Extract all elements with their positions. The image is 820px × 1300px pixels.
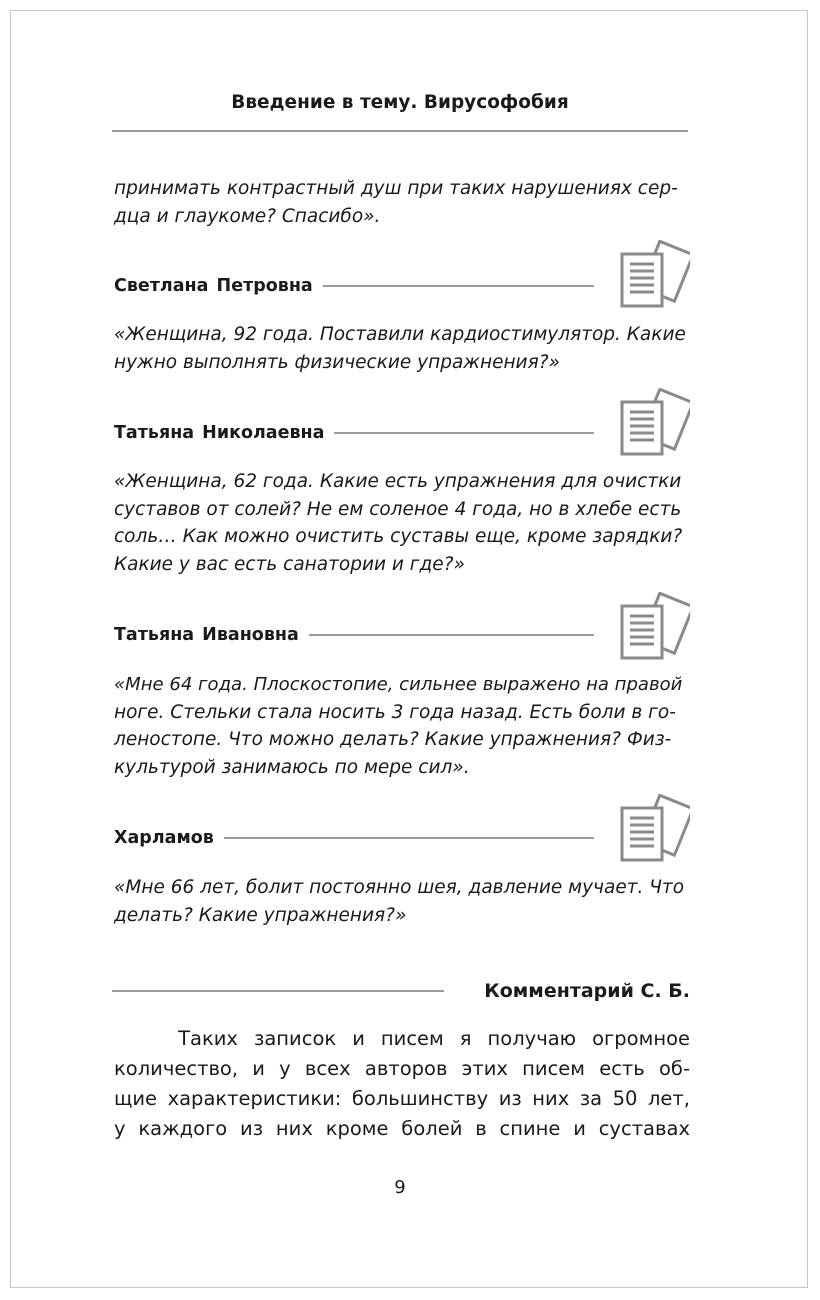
text-line: «Женщина, 62 года. Какие есть упражнения для очистки (114, 471, 682, 492)
text-line: принимать контрастный душ при таких нарушениях сер- (114, 178, 678, 199)
author-name: Светлана Петровна (114, 276, 313, 296)
letter-author-row (114, 623, 594, 647)
author-rule (309, 634, 594, 636)
text-line: Какие у вас есть санатории и где?» (114, 553, 465, 575)
letter-author-row (114, 421, 594, 445)
comment-title: Комментарий С. Б. (484, 980, 690, 1002)
text-line: нужно выполнять физические упражнения?» (114, 351, 560, 373)
letter-text (114, 468, 692, 578)
author-rule (334, 432, 594, 434)
comment-rule (112, 990, 444, 992)
letter-text (114, 874, 692, 929)
text-line: «Мне 64 года. Плоскостопие, сильнее выражено на правой (114, 674, 683, 695)
page-number: 9 (394, 1177, 406, 1198)
author-rule (224, 837, 594, 839)
author-name: Харламов (114, 828, 214, 848)
letter-text (114, 321, 692, 376)
text-line: «Женщина, 92 года. Поставили кардиостимулятор. Какие (114, 324, 686, 345)
documents-icon (618, 388, 690, 460)
author-rule (323, 285, 594, 287)
text-line: щие характеристики: большинству из них за 50 лет, (114, 1087, 690, 1110)
text-line: Таких записок и писем я получаю огромное (114, 1027, 690, 1050)
intro-text (114, 175, 692, 230)
text-line: соль… Как можно очистить суставы еще, кроме зарядки? (114, 526, 683, 547)
text-line: культурой занимаюсь по мере сил». (114, 756, 470, 778)
documents-icon (618, 240, 690, 312)
letter-author-row (114, 826, 594, 850)
comment-heading-row (112, 976, 690, 1006)
letter-text (114, 671, 692, 781)
letter-author-row (114, 274, 594, 298)
text-line: у каждого из них кроме болей в спине и суставах (114, 1117, 690, 1140)
running-header: Введение в тему. Вирусофобия (231, 92, 569, 113)
text-line: ноге. Стельки стала носить 3 года назад. Есть боли в го- (114, 701, 676, 723)
author-name: Татьяна Ивановна (114, 625, 299, 645)
documents-icon (618, 794, 690, 866)
text-line: леностопе. Что можно делать? Какие упражнения? Физ- (114, 729, 672, 750)
header-rule (112, 130, 688, 132)
comment-body (114, 1024, 690, 1144)
text-line: дца и глаукоме? Спасибо». (114, 205, 381, 227)
text-line: делать? Какие упражнения?» (114, 904, 407, 926)
text-line: «Мне 66 лет, болит постоянно шея, давление мучает. Что (114, 877, 685, 898)
text-line: количество, и у всех авторов этих писем есть об- (114, 1057, 690, 1080)
documents-icon (618, 592, 690, 664)
author-name: Татьяна Николаевна (114, 423, 325, 443)
text-line: суставов от солей? Не ем соленое 4 года, но в хлебе есть (114, 498, 682, 520)
